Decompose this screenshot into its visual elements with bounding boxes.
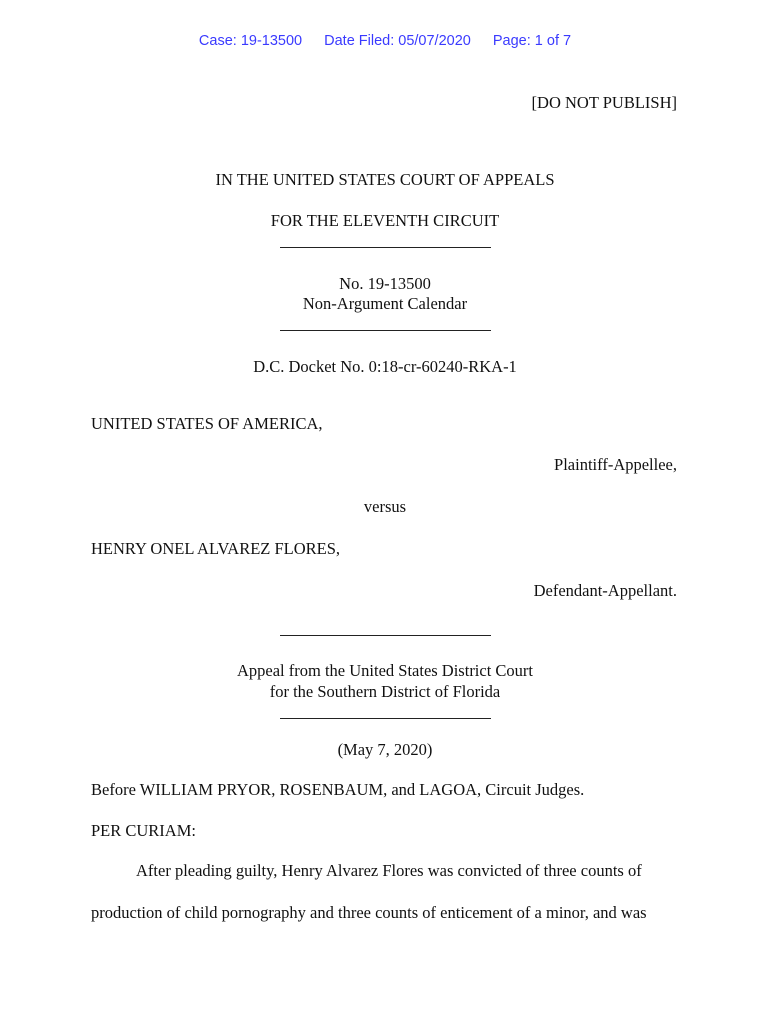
opinion-text-line: After pleading guilty, Henry Alvarez Flores was convicted of three counts of (136, 861, 642, 880)
divider (280, 247, 491, 248)
docket-number: D.C. Docket No. 0:18-cr-60240-RKA-1 (253, 357, 517, 376)
decision-date: (May 7, 2020) (337, 740, 433, 759)
divider (280, 330, 491, 331)
panel-judges: Before WILLIAM PRYOR, ROSENBAUM, and LAGOA, Circuit Judges. (91, 780, 585, 799)
appeal-origin: Appeal from the United States District Court (236, 661, 534, 680)
case-number: No. 19-13500 (339, 274, 431, 293)
per-curiam-heading: PER CURIAM: (91, 821, 196, 840)
plaintiff-name: UNITED STATES OF AMERICA, (91, 414, 323, 433)
calendar-type: Non-Argument Calendar (302, 294, 468, 313)
publish-status: [DO NOT PUBLISH] (531, 93, 677, 112)
appeal-district: for the Southern District of Florida (269, 682, 501, 701)
filing-header (0, 33, 770, 49)
circuit-name: FOR THE ELEVENTH CIRCUIT (270, 211, 500, 230)
court-name: IN THE UNITED STATES COURT OF APPEALS (215, 170, 555, 189)
versus-text: versus (363, 497, 407, 516)
opinion-text-line: production of child pornography and three counts of enticement of a minor, and was (91, 903, 647, 922)
date-filed-stamp: Date Filed: 05/07/2020 (324, 33, 471, 49)
defendant-role: Defendant-Appellant. (533, 581, 677, 600)
defendant-name: HENRY ONEL ALVAREZ FLORES, (91, 539, 341, 558)
divider (280, 718, 491, 719)
page-count-stamp: Page: 1 of 7 (492, 33, 572, 49)
divider (280, 635, 491, 636)
case-number-stamp: Case: 19-13500 (198, 33, 303, 49)
plaintiff-role: Plaintiff-Appellee, (554, 455, 677, 474)
